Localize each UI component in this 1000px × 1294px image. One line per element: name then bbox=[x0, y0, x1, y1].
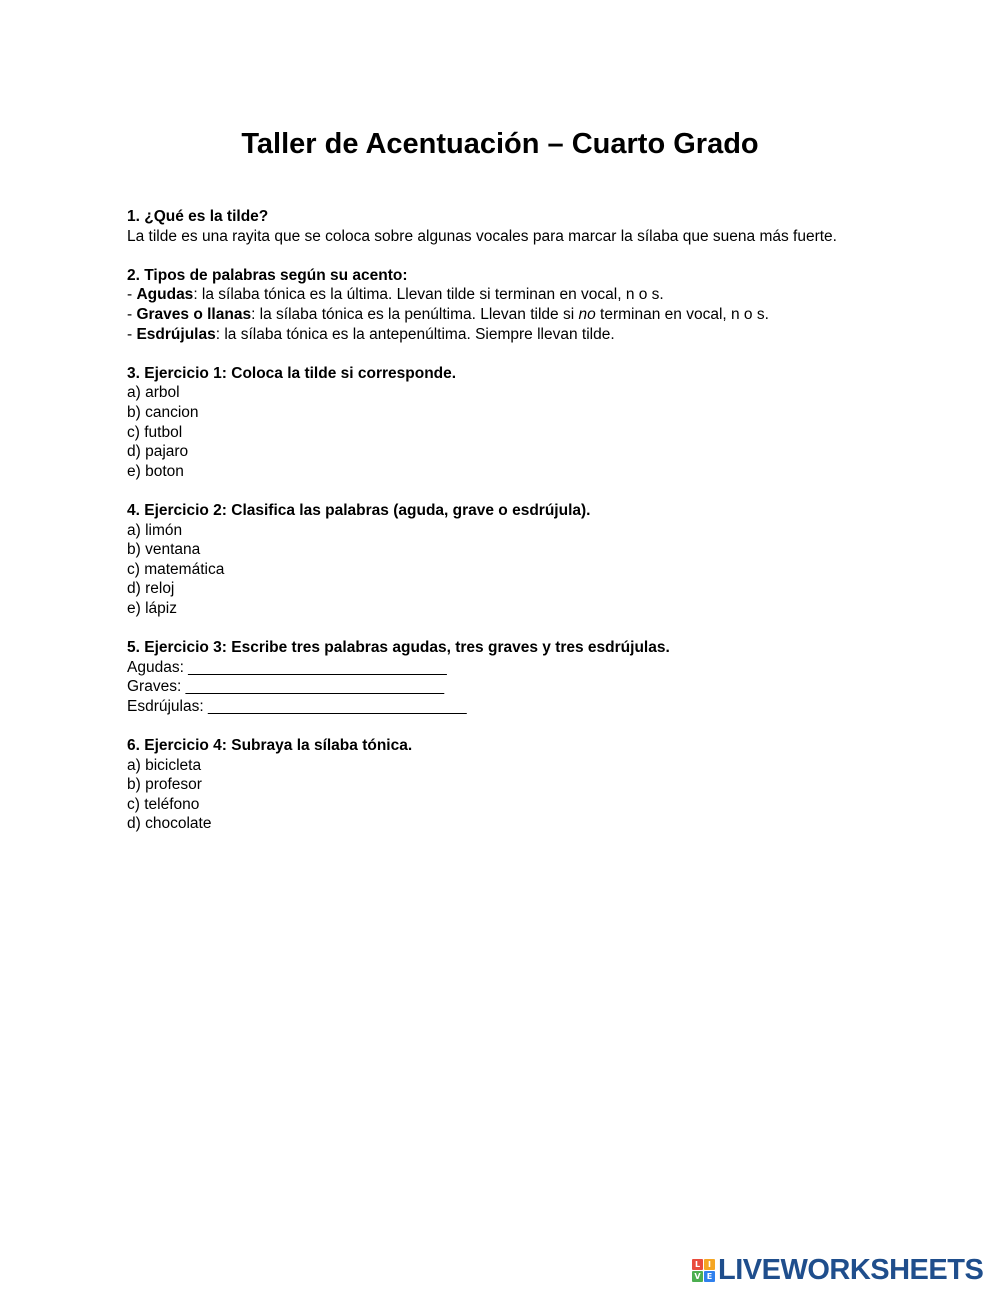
exercise-4-item[interactable]: c) teléfono bbox=[127, 795, 200, 813]
emphasis-no: no bbox=[578, 305, 596, 323]
exercise-2-item[interactable]: a) limón bbox=[127, 521, 183, 539]
section-3-heading: 3. Ejercicio 1: Coloca la tilde si corresponde. bbox=[127, 364, 457, 382]
section-1-heading: 1. ¿Qué es la tilde? bbox=[127, 208, 269, 225]
term-graves: Graves o llanas bbox=[136, 305, 252, 323]
exercise-2-item[interactable]: e) lápiz bbox=[127, 599, 177, 617]
definition-graves: - Graves o llanas: la sílaba tónica es la penúltima. Llevan tilde si no terminan en vocal, n o s. bbox=[127, 305, 769, 323]
page-title: Taller de Acentuación – Cuarto Grado bbox=[241, 128, 759, 160]
liveworksheets-logo-text: LIVEWORKSHEETS bbox=[718, 1253, 984, 1286]
exercise-1-item[interactable]: b) cancion bbox=[127, 403, 199, 421]
esdrujulas-answer-line[interactable]: Esdrújulas: ______________________________ bbox=[127, 697, 467, 715]
term-agudas: Agudas bbox=[136, 286, 194, 304]
agudas-answer-line[interactable]: Agudas: ______________________________ bbox=[127, 658, 447, 676]
section-5-heading: 5. Ejercicio 3: Escribe tres palabras agudas, tres graves y tres esdrújulas. bbox=[127, 639, 670, 657]
exercise-2-item[interactable]: b) ventana bbox=[127, 541, 201, 559]
definition-esdrujulas: - Esdrújulas: la sílaba tónica es la antepenúltima. Siempre llevan tilde. bbox=[127, 325, 615, 343]
exercise-1-item[interactable]: c) futbol bbox=[127, 423, 183, 441]
graves-answer-line[interactable]: Graves: ______________________________ bbox=[127, 678, 445, 696]
exercise-1-item[interactable]: a) arbol bbox=[127, 384, 180, 402]
term-esdrujulas: Esdrújulas bbox=[136, 325, 216, 343]
exercise-4-item[interactable]: d) chocolate bbox=[127, 815, 212, 833]
section-1-text: La tilde es una rayita que se coloca sobre algunas vocales para marcar la sílaba que suena más fuerte. bbox=[127, 227, 837, 245]
exercise-1-item[interactable]: d) pajaro bbox=[127, 443, 189, 461]
exercise-2-item[interactable]: d) reloj bbox=[127, 580, 175, 598]
liveworksheets-logo-icon: L I V E bbox=[692, 1259, 715, 1282]
exercise-4-item[interactable]: b) profesor bbox=[127, 776, 202, 794]
section-6-heading: 6. Ejercicio 4: Subraya la sílaba tónica. bbox=[127, 737, 413, 755]
exercise-2-item[interactable]: c) matemática bbox=[127, 560, 225, 578]
section-2-heading: 2. Tipos de palabras según su acento: bbox=[127, 266, 408, 284]
worksheet-body bbox=[127, 207, 927, 834]
exercise-1-item[interactable]: e) boton bbox=[127, 462, 184, 480]
section-4-heading: 4. Ejercicio 2: Clasifica las palabras (aguda, grave o esdrújula). bbox=[127, 501, 591, 519]
definition-agudas: - Agudas: la sílaba tónica es la última. Llevan tilde si terminan en vocal, n o s. bbox=[127, 286, 664, 304]
liveworksheets-logo bbox=[692, 1255, 983, 1285]
exercise-4-item[interactable]: a) bicicleta bbox=[127, 756, 202, 774]
